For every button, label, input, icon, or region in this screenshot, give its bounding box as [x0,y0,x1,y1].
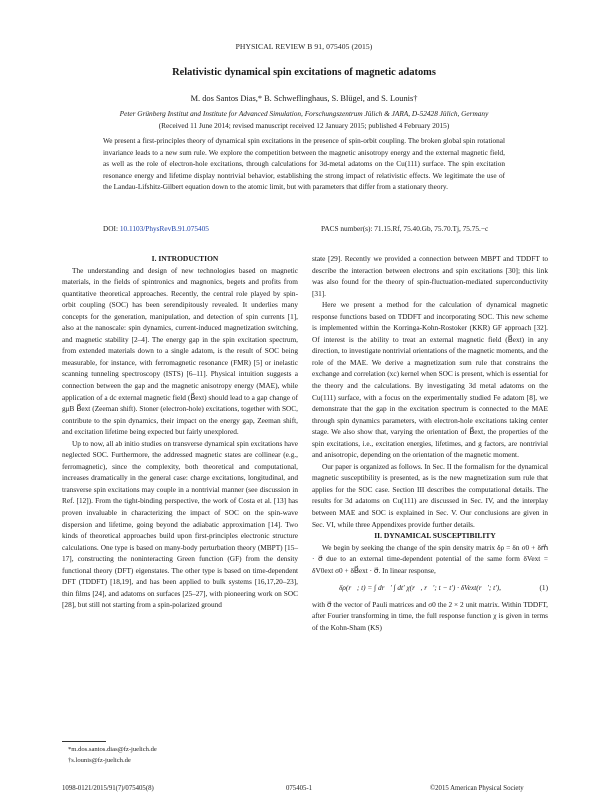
equation-number: (1) [539,583,548,593]
running-head: PHYSICAL REVIEW B 91, 075405 (2015) [235,42,373,51]
section-heading-introduction: I. INTRODUCTION [151,254,219,263]
footnote-rule [62,741,106,742]
right-column [312,253,548,634]
equation-body: δρ(r⃗; t) = ∫ dr⃗′ ∫ dt′ χ(r⃗, r⃗′; t − t′) · δVext(r⃗′; t′), [339,583,501,593]
footer-page-number: 075405-1 [286,785,313,792]
author-list: M. dos Santos Dias,* B. Schweflinghaus, S. Blügel, and S. Lounis† [190,94,418,103]
intro-paragraph-1: The understanding and design of new technologies based on magnetic materials, in the fields of spintronics and magnonics, begets and profits from quantitative theoretical approaches. Recently, the central role played by spin-orbit coupling (SOC) has been serendipitously revealed. It underlies many concepts for the generation, manipulation, and detection of spin currents [1], also at the nanoscale: spin dynamics, current-induced magnetization switching, and magnetic stability [2–4]. The energy gap in the spin excitation spectrum, from extended materials down to a single adatom, is the result of SOC being measurable, for instance, with ferromagnetic resonance (FMR) [5] or inelastic scanning tunneling spectroscopy (ISTS) [6–11]. Physical intuition suggests a connection between the gap and the magnetic anisotropy energy (MAE), while application of a dc external magnetic field (B⃗ext) should lead to a gap change of gμB B⃗ext (Zeeman shift). Stoner (electron-hole) excitations, together with SOC, contribute to the spin dynamics, their impact on the energy gap, Zeeman shift, and excitation lifetime being expected but fairly unexplored. [62,265,298,437]
paper-title: Relativistic dynamical spin excitations of magnetic adatoms [172,67,436,78]
footer-copyright: ©2015 American Physical Society [430,785,524,792]
doi-line [103,224,209,233]
footnote-email-1[interactable]: *m.dos.santos.dias@fz-juelich.de [68,746,157,753]
pacs-numbers: PACS number(s): 71.15.Rf, 75.40.Gb, 75.70.Tj, 75.75.−c [321,224,489,233]
footer-issn: 1098-0121/2015/91(7)/075405(8) [62,785,154,792]
received-dates: (Received 11 June 2014; revised manuscript received 12 January 2015; published 4 February 2015) [158,121,450,130]
intro-paragraph-3: Here we present a method for the calculation of dynamical magnetic response functions based on TDDFT and incorporating SOC. This new scheme is implemented within the Korringa-Kohn-Rostoker (KKR) GF approach [32]. Of interest is the ability to treat an external magnetic field (B⃗ext) in any direction, to investigate nontrivial orientations of the magnetic moments, and the role of the MAE. We derive a magnetization sum rule that constrains the exchange and correlation (xc) kernel when SOC is present, which is essential for the theory and the calculations. By investigating 3d metal adatoms on the Cu(111) surface, with a focus on the experimentally studied Fe adatom [8], we demonstrate that the gap in the excitation spectrum is connected to the MAE through spin dynamics parameters, with electron-hole excitations taking center stage. We also show that, varying the orientation of B⃗ext, the properties of the spin excitations, i.e., excitation energies, lifetimes, and g factors, are nontrivial and anisotropic, depending on the orientation of the magnetic moment. [312,300,548,460]
section2-paragraph-1: We begin by seeking the change of the spin density matrix δρ = δn σ0 + δm⃗ · σ⃗ due to an external time-dependent potential of the same form δVext = δV0ext σ0 + δB⃗ext · σ⃗. In linear response, [312,542,548,575]
intro-paragraph-continued: state [29]. Recently we provided a connection between MBPT and TDDFT to describe the interaction between electrons and spin excitations [30]; this link was also found for the theory of spin-fluctuation-mediated superconductivity [31]. [312,254,548,298]
equation-1 [312,582,548,594]
section2-paragraph-2: with σ⃗ the vector of Pauli matrices and σ0 the 2 × 2 unit matrix. Within TDDFT, after Fourier transforming in time, the full response function χ is given in terms of the Kohn-Sham (KS) [312,599,548,632]
intro-paragraph-2: Up to now, all ab initio studies on transverse dynamical spin excitations have neglected SOC. Furthermore, the addressed magnetic states are collinear (e.g., ferromagnetic), since the complexity, both theoretical and computational, increases dramatically in the general case: charge excitations, longitudinal, and transverse spin excitations may couple in a nontrivial manner (see discussion in Ref. [12]). From the tight-binding perspective, the work of Costa et al. [13] has proven invaluable in characterizing the impact of SOC on the spin-wave dispersion and lifetime, going beyond the adiabatic approximation [14]. Two kinds of theoretical approaches build upon first-principles electronic structure calculations. One type is based on many-body perturbation theory (MBPT) [15–17], constructing the noninteracting Green function (GF) from the density functional theory (DFT) eigenstates. The other type is based on time-dependent DFT (TDDFT) [18,19], and has been applied to bulk systems [16,17,20–23], thin films [24], and adatoms on surfaces [25–27], with pioneering work on SOC [28], but still not starting from a spin-polarized ground [62,438,298,610]
intro-paragraph-4: Our paper is organized as follows. In Sec. II the formalism for the dynamical magnetic susceptibility is presented, as is the new magnetization sum rule that applies for the SOC case. Section III describes the computational details. The results for 3d adatoms on Cu(111) are discussed in Sec. IV, and the interplay between MAE and SOC is explained in Sec. V. Our conclusions are given in Sec. VI, while three Appendixes provide further details. [312,461,548,529]
doi-link[interactable]: 10.1103/PhysRevB.91.075405 [119,224,209,233]
affiliation: Peter Grünberg Institut and Institute for Advanced Simulation, Forschungszentrum Jülich & JARA, D-52428 Jülich, Germany [119,109,489,118]
abstract: We present a first-principles theory of dynamical spin excitations in the presence of spin-orbit coupling. The broken global spin rotational invariance leads to a new sum rule. We explore the competition between the magnetic anisotropy energy and the external magnetic field, as well as the role of electron-hole excitations, through calculations for 3d-metal adatoms on the Cu(111) surface. The spin excitation resonance energy and lifetime display nontrivial behavior, establishing the strong impact of relativistic effects. We legitimate the use of the Landau-Lifshitz-Gilbert equation down to the atomic limit, but with parameters that differ from a stationary theory. [103,137,505,192]
footnote-email-2[interactable]: †s.lounis@fz-juelich.de [68,757,131,764]
section-heading-dynamical-susceptibility: II. DYNAMICAL SUSCEPTIBILITY [374,531,496,541]
left-column [62,253,298,611]
doi-label: DOI: [103,224,118,233]
